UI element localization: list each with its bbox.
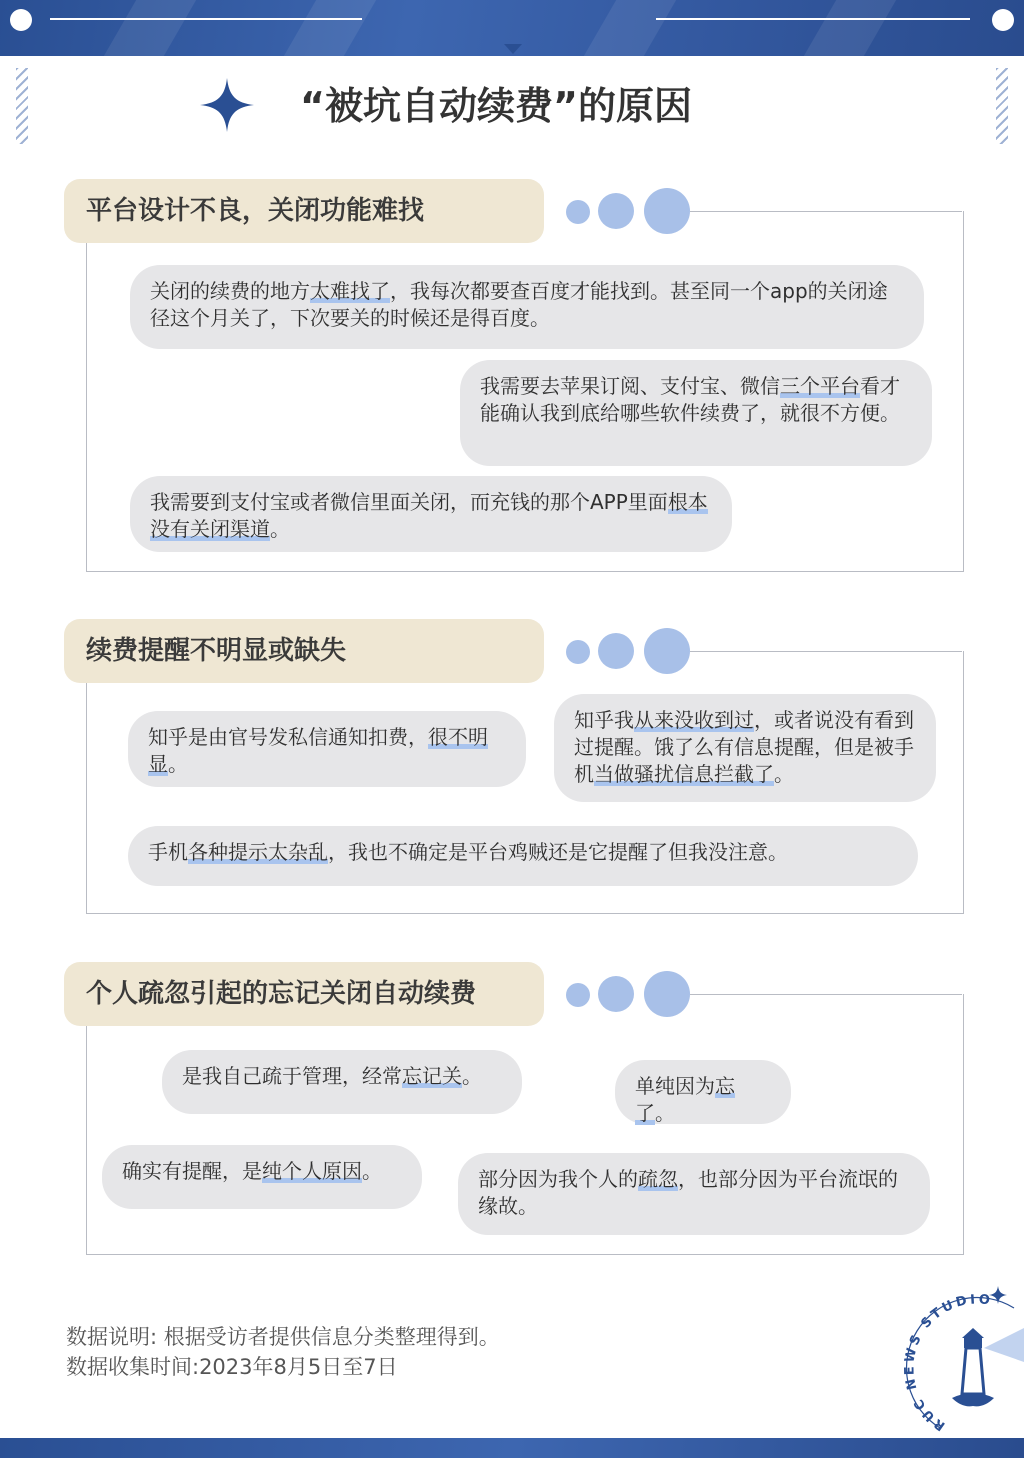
banner-line-right [656,18,970,20]
banner-dot-right [992,9,1014,31]
banner-dot-left [10,9,32,31]
section-1-dot-small [566,200,590,224]
quote-bubble: 我需要去苹果订阅、支付宝、微信三个平台看才能确认我到底给哪些软件续费了，就很不方便。 [460,360,932,466]
section-1-dot-large [644,188,690,234]
quote-bubble: 手机各种提示太杂乱，我也不确定是平台鸡贼还是它提醒了但我没注意。 [128,826,918,886]
section-2-label: 续费提醒不明显或缺失 [64,619,544,683]
quote-bubble: 是我自己疏于管理，经常忘记关。 [162,1050,522,1114]
bottom-banner [0,1438,1024,1458]
quote-bubble: 确实有提醒，是纯个人原因。 [102,1145,422,1209]
quote-bubble: 我需要到支付宝或者微信里面关闭，而充钱的那个APP里面根本没有关闭渠道。 [130,476,732,552]
quote-bubble: 单纯因为忘了。 [615,1060,791,1124]
data-collection-time: 数据收集时间:2023年8月5日至7日 [66,1355,398,1379]
section-2-dot-small [566,640,590,664]
section-1-dot-medium [598,193,634,229]
section-3-dot-large [644,971,690,1017]
hatch-left [16,68,28,144]
hatch-right [996,68,1008,144]
banner-line-left [50,18,362,20]
quote-bubble: 关闭的续费的地方太难找了，我每次都要查百度才能找到。甚至同一个app的关闭途径这个月关了，下次要关的时候还是得百度。 [130,265,924,349]
section-2-dot-large [644,628,690,674]
svg-text:RUC NEWS STUDIO: RUC NEWS STUDIO [902,1292,994,1434]
quote-bubble: 知乎我从来没收到过，或者说没有看到过提醒。饿了么有信息提醒，但是被手机当做骚扰信息拦截了。 [554,694,936,802]
page-title: “被坑自动续费”的原因 [300,84,692,128]
section-3-label: 个人疏忽引起的忘记关闭自动续费 [64,962,544,1026]
banner-notch [504,44,522,54]
section-3-dot-small [566,983,590,1007]
data-note [66,1322,500,1382]
star-icon [200,78,254,132]
data-source-note: 数据说明: 根据受访者提供信息分类整理得到。 [66,1325,500,1349]
ruc-news-studio-logo [880,1282,1024,1438]
quote-bubble: 部分因为我个人的疏忽，也部分因为平台流氓的缘故。 [458,1153,930,1235]
section-2-dot-medium [598,633,634,669]
section-3-dot-medium [598,976,634,1012]
quote-bubble: 知乎是由官号发私信通知扣费，很不明显。 [128,711,526,787]
section-1-label: 平台设计不良，关闭功能难找 [64,179,544,243]
